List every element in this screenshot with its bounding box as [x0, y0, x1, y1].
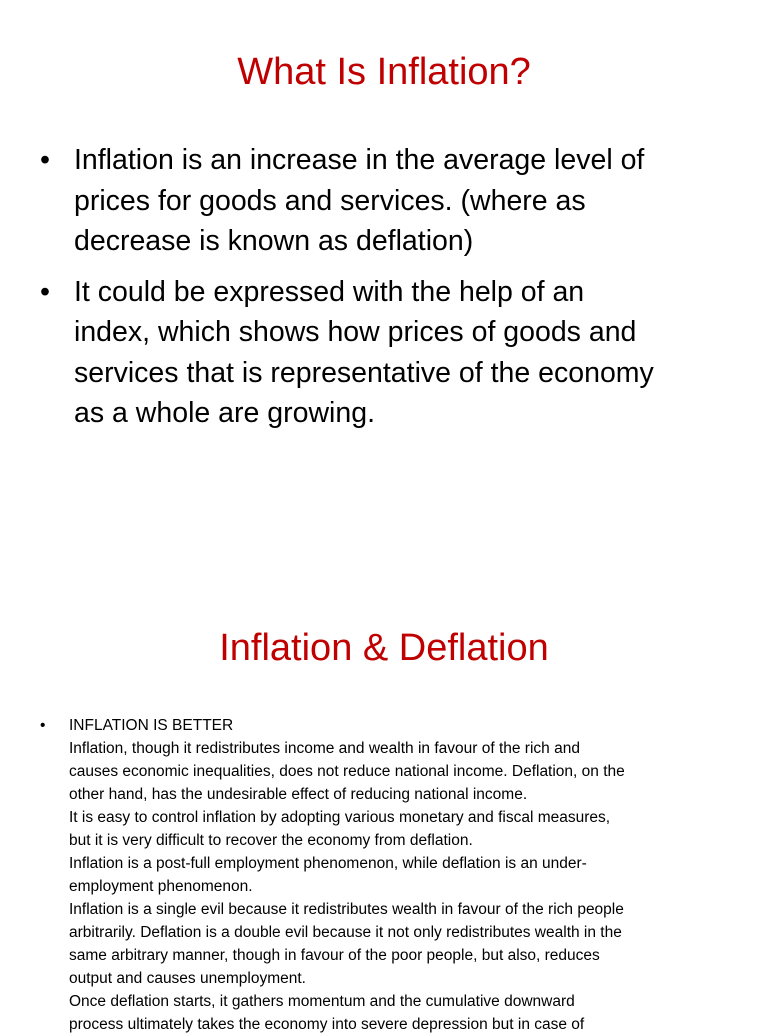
bullet-text-line: employment phenomenon. [69, 878, 253, 895]
bullet-text-line: but it is very difficult to recover the economy from deflation. [69, 832, 473, 849]
bullet-text-line: Inflation is an increase in the average level of [74, 144, 645, 176]
bullet-text-line: It is easy to control inflation by adopting various monetary and fiscal measures, [69, 809, 611, 826]
bullet-item [40, 272, 730, 434]
bullet-text-line: process ultimately takes the economy into severe depression but in case of [69, 1016, 585, 1033]
bullet-text-line: decrease is known as deflation) [74, 225, 474, 257]
bullet-text-line: Inflation is a single evil because it redistributes wealth in favour of the rich people [69, 901, 624, 918]
bullet-text-line: Once deflation starts, it gathers momentum and the cumulative downward [69, 993, 575, 1010]
bullet-text-line: other hand, has the undesirable effect of reducing national income. [69, 786, 528, 803]
bullet-text-line: index, which shows how prices of goods and [74, 316, 637, 348]
bullet-heading: INFLATION IS BETTER [69, 717, 234, 734]
bullet-text-line: arbitrarily. Deflation is a double evil because it not only redistributes wealth in the [69, 924, 622, 941]
bullet-text-line: output and causes unemployment. [69, 970, 306, 987]
bullet-list [40, 140, 730, 444]
bullet-icon: • [40, 275, 50, 308]
bullet-text-line: causes economic inequalities, does not reduce national income. Deflation, on the [69, 763, 625, 780]
bullet-item [40, 714, 720, 1036]
bullet-icon: • [40, 144, 50, 176]
bullet-list [40, 714, 720, 1036]
bullet-text-line: It could be expressed with the help of an [74, 275, 585, 308]
bullet-icon: • [40, 717, 46, 734]
bullet-item [40, 140, 730, 262]
bullet-text-line: prices for goods and services. (where as [74, 184, 586, 217]
bullet-text-line: same arbitrary manner, though in favour of the poor people, but also, reduces [69, 947, 600, 964]
bullet-text-line: Inflation, though it redistributes income and wealth in favour of the rich and [69, 740, 580, 757]
bullet-text-line: Inflation is a post-full employment phenomenon, while deflation is an under- [69, 855, 587, 872]
bullet-text-line: services that is representative of the economy [74, 356, 654, 389]
slide-inflation-and-deflation [0, 576, 768, 1033]
slide-title: Inflation & Deflation [219, 627, 549, 669]
slide-title: What Is Inflation? [237, 51, 531, 93]
bullet-text-line: as a whole are growing. [74, 397, 376, 429]
